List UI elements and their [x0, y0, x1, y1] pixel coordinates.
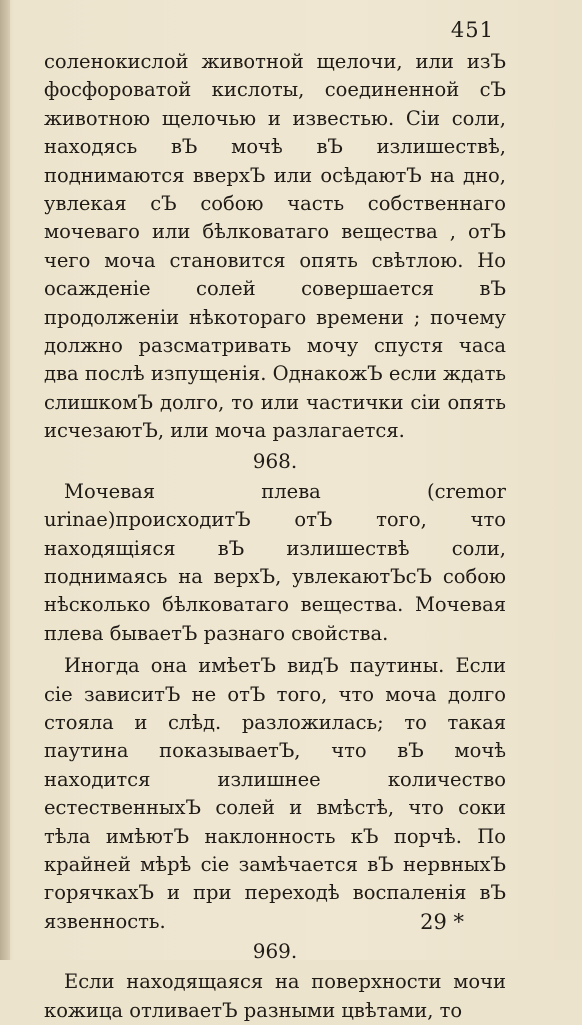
paragraph-cobweb: Иногда она имѣетЪ видЪ паутины. Если сiе зависитЪ не отЪ того, что моча долго стояла и слѣд. разложилась; то такая паутина показываетЪ, что вЪ мочѣ находится излишнее количество естественныхЪ солей и вмѣстѣ, что соки тѣла имѣютЪ наклонность кЪ порчѣ. По крайней мѣрѣ сiе замѣчается вЪ нервныхЪ горячкахЪ и при переходѣ воспаленiя вЪ язвенность. [44, 654, 506, 933]
page-body [44, 48, 506, 1025]
paragraph-continuation: соленокислой животной щелочи, или изЪ фосфороватой кислоты, соединенной сЪ животною щелочью и известью. Сiи соли, находясь вЪ мочѣ вЪ излишествѣ, поднимаются вверхЪ или осѣдаютЪ на дно, увлекая сЪ собою часть собственнаго мочеваго или бѣлковатаго вещества , отЪ чего моча становится опять свѣтлою. Но осажденiе солей совершается вЪ продолженiи нѣкотораго времени ; почему должно разсматривать мочу спустя часа два послѣ изпущенiя. ОднакожЪ если ждать слишкомЪ долго, то или частички сiи опять исчезаютЪ, или моча разлагается. [44, 50, 506, 443]
section-number-969: 969. [252, 939, 298, 964]
paragraph-cremor-urinae: Мочевая плева (cremor urinae)происходитЪ отЪ того, что находящiяся вЪ излишествѣ соли, поднимаясь на верхЪ, увлекаютЪсЪ собою нѣсколько бѣлковатаго вещества. Мочевая плева бываетЪ разнаго свойства. [44, 479, 506, 645]
page-number: 451 [450, 18, 494, 42]
page-gutter [0, 0, 10, 960]
signature-mark: 29 * [420, 910, 464, 934]
paragraph-iridescent-film: Если находящаяся на поверхности мочи кожица отливаетЪ разными цвѣтами, то [44, 970, 506, 1022]
section-number-968: 968. [252, 448, 298, 473]
